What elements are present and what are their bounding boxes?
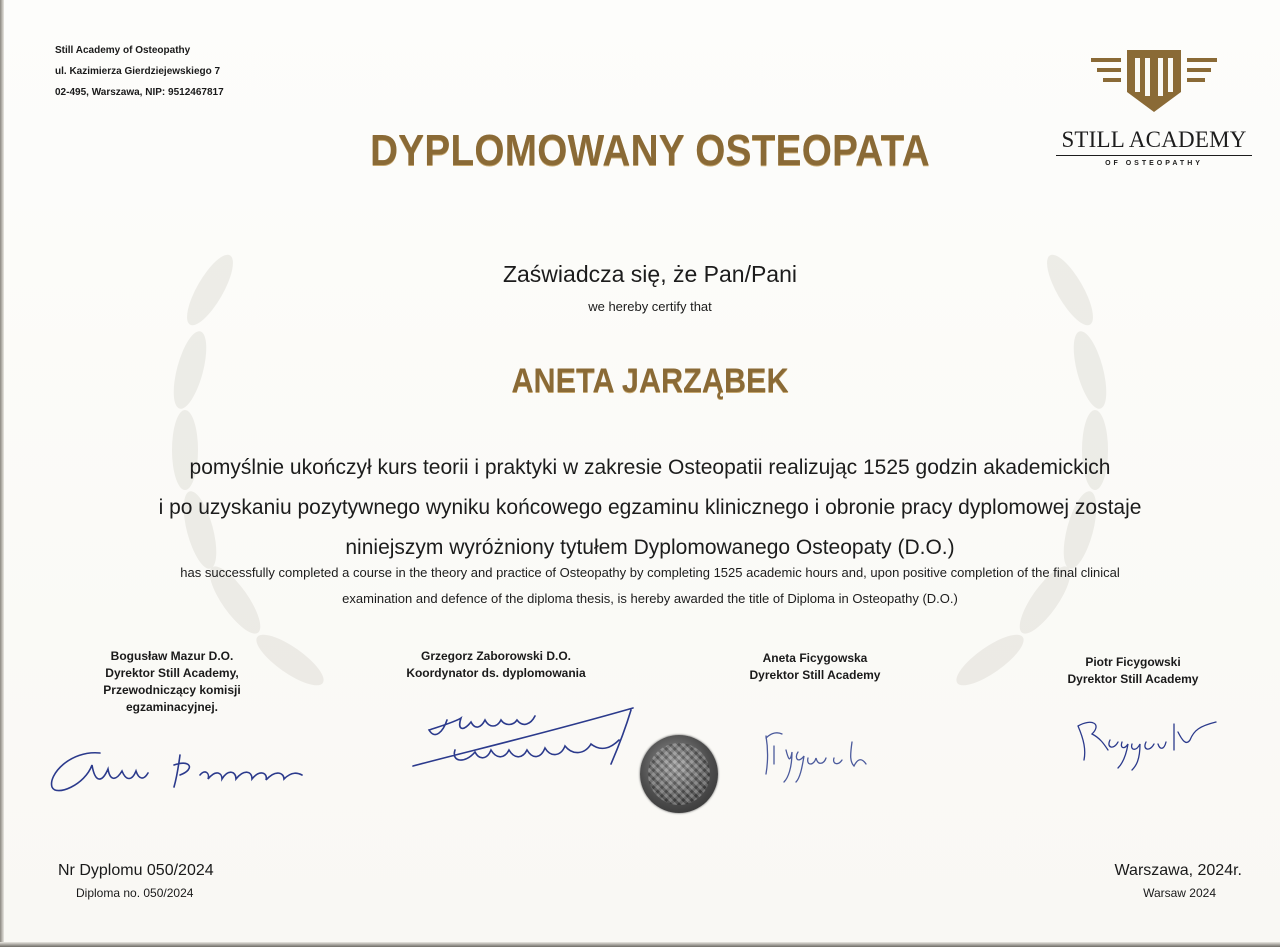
issuer-name: Still Academy of Osteopathy bbox=[55, 45, 191, 56]
issuer-block bbox=[55, 40, 224, 103]
body-pl-line: i po uzyskaniu pozytywnego wyniku końcowego egzaminu klinicznego i obronie pracy dyplomowej zostaje bbox=[158, 496, 1142, 519]
signatory-line: Przewodniczący komisji bbox=[103, 683, 241, 697]
signatory-line: Bogusław Mazur D.O. bbox=[110, 649, 234, 663]
diploma-number-block bbox=[58, 862, 214, 900]
laurel-wreath-watermark bbox=[120, 150, 1160, 710]
academy-crest-icon bbox=[1089, 46, 1219, 116]
signature-mazur bbox=[40, 725, 320, 805]
signatory-4 bbox=[1023, 654, 1243, 688]
signatory-line: egzaminacyjnej. bbox=[125, 700, 219, 714]
diploma-number-pl: Nr Dyplomu 050/2024 bbox=[58, 862, 214, 879]
signatory-line: Dyrektor Still Academy bbox=[1067, 672, 1199, 686]
signatory-3 bbox=[705, 650, 925, 684]
signatory-line: Dyrektor Still Academy, bbox=[105, 666, 239, 680]
place-date-en: Warsaw 2024 bbox=[1143, 886, 1216, 900]
logo-subtitle: OF OSTEOPATHY bbox=[1105, 160, 1203, 167]
issuer-city-nip: 02-495, Warszawa, NIP: 9512467817 bbox=[55, 87, 224, 98]
place-date-block bbox=[1115, 862, 1242, 900]
signatory-2 bbox=[386, 648, 606, 682]
embossed-seal bbox=[640, 735, 718, 813]
certify-pl: Zaświadcza się, że Pan/Pani bbox=[502, 261, 798, 287]
issuer-address: ul. Kazimierza Gierdziejewskiego 7 bbox=[55, 66, 221, 77]
signatory-line: Koordynator ds. dyplomowania bbox=[406, 666, 586, 680]
paper-edge-bottom bbox=[0, 942, 1280, 947]
body-en-line: examination and defence of the diploma thesis, is hereby awarded the title of Diploma in Osteopathy (D.O.) bbox=[342, 591, 958, 606]
body-text-en bbox=[0, 560, 1280, 612]
signature-piotr-ficygowski bbox=[1070, 710, 1230, 780]
signatory-line: Grzegorz Zaborowski D.O. bbox=[420, 649, 572, 663]
signatory-line: Aneta Ficygowska bbox=[762, 651, 868, 665]
diploma-title: DYPLOMOWANY OSTEOPATA bbox=[370, 126, 930, 175]
signature-aneta-ficygowska bbox=[758, 722, 888, 792]
certify-en: we hereby certify that bbox=[588, 299, 712, 314]
body-pl-line: niniejszym wyróżniony tytułem Dyplomowanego Osteopaty (D.O.) bbox=[345, 536, 955, 559]
signatory-line: Piotr Ficygowski bbox=[1085, 655, 1181, 669]
diploma-number-en: Diploma no. 050/2024 bbox=[76, 886, 194, 900]
logo-name: STILL ACADEMY bbox=[1056, 127, 1252, 156]
body-pl-line: pomyślnie ukończył kurs teorii i praktyki w zakresie Osteopatii realizując 1525 godzin akademickich bbox=[189, 456, 1111, 479]
body-en-line: has successfully completed a course in the theory and practice of Osteopathy by completing 1525 academic hours and, upon positive completion of the final clinical bbox=[180, 565, 1120, 580]
recipient-name: ANETA JARZĄBEK bbox=[511, 362, 789, 400]
signatory-1 bbox=[62, 648, 282, 716]
place-date-pl: Warszawa, 2024r. bbox=[1114, 862, 1242, 879]
signatory-line: Dyrektor Still Academy bbox=[749, 668, 881, 682]
signature-zaborowski bbox=[405, 700, 645, 775]
body-text-pl bbox=[0, 448, 1280, 568]
